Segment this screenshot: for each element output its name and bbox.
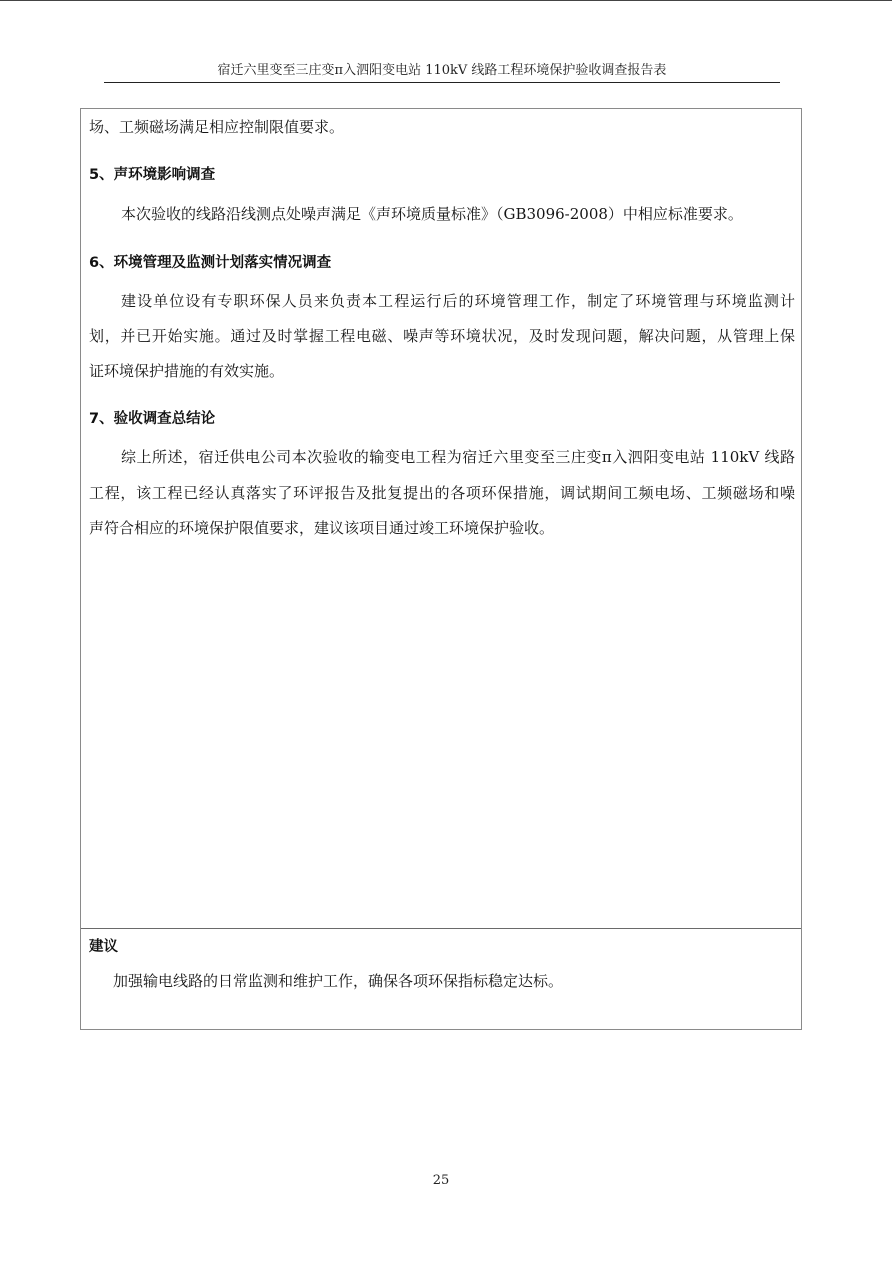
report-table	[80, 108, 802, 1030]
page-number: 25	[432, 1173, 450, 1188]
paragraph-management-line-2: 划，并已开始实施。通过及时掌握工程电磁、噪声等环境状况，及时发现问题，解决问题，从管理上保	[89, 327, 795, 345]
paragraph-summary-line-3: 声符合相应的环境保护限值要求，建议该项目通过竣工环境保护验收。	[89, 519, 555, 537]
paragraph-management-line-1: 建设单位设有专职环保人员来负责本工程运行后的环境管理工作，制定了环境管理与环境监测计	[121, 292, 795, 310]
page-header-title: 宿迁六里变至三庄变π入泗阳变电站 110kV 线路工程环境保护验收调查报告表	[217, 63, 667, 78]
conclusion-section	[81, 109, 801, 929]
intro-paragraph-line: 场、工频磁场满足相应控制限值要求。	[89, 118, 345, 136]
paragraph-management-line-3: 证环境保护措施的有效实施。	[89, 362, 285, 380]
paragraph-summary-line-1: 综上所述，宿迁供电公司本次验收的输变电工程为宿迁六里变至三庄变π入泗阳变电站 110kV 线路	[121, 448, 795, 466]
suggestion-section	[81, 929, 801, 1029]
section-heading-noise: 5、声环境影响调查	[89, 167, 216, 183]
page-top-border	[0, 0, 892, 1]
page-header	[104, 62, 780, 83]
section-heading-summary: 7、验收调查总结论	[89, 411, 216, 427]
suggestion-text: 加强输电线路的日常监测和维护工作，确保各项环保指标稳定达标。	[113, 972, 564, 990]
suggestion-heading: 建议	[89, 939, 118, 955]
paragraph-summary-line-2: 工程，该工程已经认真落实了环评报告及批复提出的各项环保措施，调试期间工频电场、工频磁场和噪	[89, 484, 795, 502]
section-heading-management: 6、环境管理及监测计划落实情况调查	[89, 255, 332, 271]
paragraph-noise-line-1: 本次验收的线路沿线测点处噪声满足《声环境质量标准》（GB3096-2008）中相应标准要求。	[121, 205, 743, 223]
